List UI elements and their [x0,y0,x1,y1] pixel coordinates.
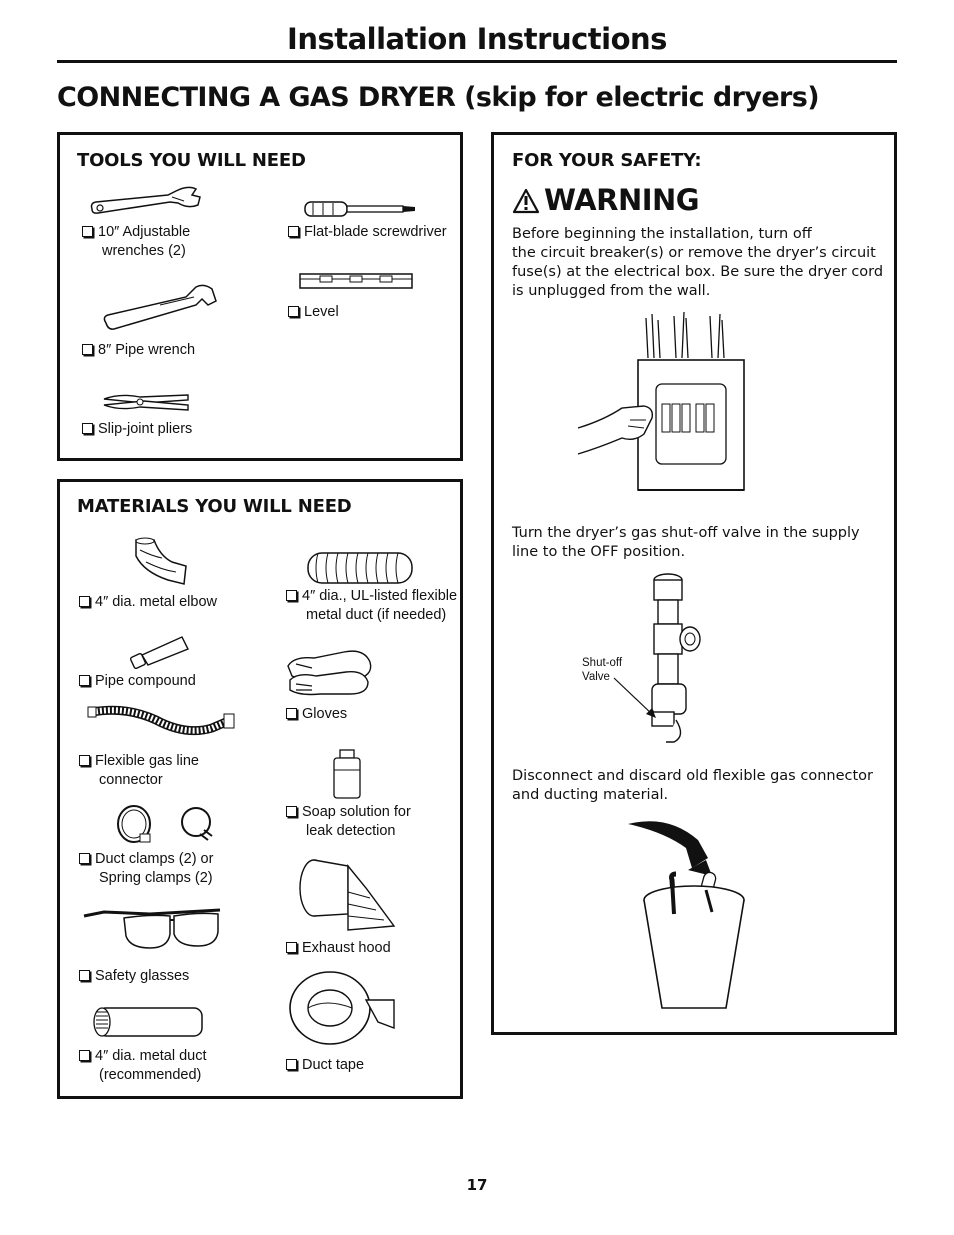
header-rule [57,60,897,63]
tool-item: 10″ Adjustable wrenches (2) [82,223,190,261]
gas-line-connector-icon [86,702,238,746]
checkbox-icon [79,1050,90,1061]
safety-paragraph-1: Before beginning the installation, turn off the circuit breaker(s) or remove the dryer’s circuit fuse(s) at the electrical box. Be sure the dryer cord is unplugged from the wall. [512,226,884,299]
trash-can-icon [622,818,748,1014]
checkbox-icon [82,344,93,355]
material-item: Exhaust hood [286,939,391,958]
material-item: Gloves [286,705,347,724]
material-item: Safety glasses [79,967,189,986]
material-item: Soap solution for leak detection [286,803,411,841]
pipe-compound-tube-icon [128,633,190,671]
soap-bottle-icon [330,748,364,800]
pliers-icon [100,389,192,415]
checkbox-icon [82,423,93,434]
safety-glasses-icon [80,902,224,958]
warning-label: WARNING [544,183,700,217]
screwdriver-icon [303,198,418,220]
checkbox-icon [79,675,90,686]
tools-heading: TOOLS YOU WILL NEED [77,150,306,171]
exhaust-hood-icon [294,858,398,938]
tool-item: 8″ Pipe wrench [82,341,195,360]
checkbox-icon [288,306,299,317]
safety-paragraph-3: Disconnect and discard old flexible gas connector and ducting material. [512,768,873,803]
metal-elbow-icon [132,536,190,588]
material-item: 4″ dia. metal duct (recommended) [79,1047,207,1085]
pipe-wrench-icon [100,283,220,333]
duct-tape-icon [286,968,398,1048]
checkbox-icon [82,226,93,237]
material-item: Pipe compound [79,672,196,691]
gloves-icon [284,646,376,698]
warning-triangle-icon [512,188,540,214]
tool-item: Level [288,303,339,322]
breaker-box-icon [574,308,748,498]
checkbox-icon [286,806,297,817]
checkbox-icon [79,755,90,766]
checkbox-icon [79,596,90,607]
tool-item: Slip-joint pliers [82,420,192,439]
material-item: 4″ dia. metal elbow [79,593,217,612]
materials-heading: MATERIALS YOU WILL NEED [77,496,352,517]
safety-heading: FOR YOUR SAFETY: [512,150,702,171]
material-item: Duct clamps (2) or Spring clamps (2) [79,850,213,888]
checkbox-icon [286,1059,297,1070]
material-item: Duct tape [286,1056,364,1075]
flexible-duct-icon [302,550,420,586]
checkbox-icon [79,970,90,981]
callout-arrow-icon [612,676,662,724]
checkbox-icon [79,853,90,864]
checkbox-icon [286,590,297,601]
page-number: 17 [466,1176,488,1194]
page-header-title: Installation Instructions [287,22,667,56]
material-item: Flexible gas line connector [79,752,199,790]
shutoff-valve-callout: Shut-off Valve [582,657,623,683]
level-icon [298,270,416,292]
checkbox-icon [288,226,299,237]
material-item: 4″ dia., UL-listed flexible metal duct (if needed) [286,587,457,625]
safety-paragraph-2: Turn the dryer’s gas shut-off valve in the supply line to the OFF position. [512,525,860,560]
metal-duct-icon [88,1006,206,1038]
section-title: CONNECTING A GAS DRYER (skip for electric dryers) [57,82,819,113]
adjustable-wrench-icon [88,185,203,217]
checkbox-icon [286,942,297,953]
tool-item: Flat-blade screwdriver [288,223,447,242]
clamps-icon [112,802,220,848]
checkbox-icon [286,708,297,719]
